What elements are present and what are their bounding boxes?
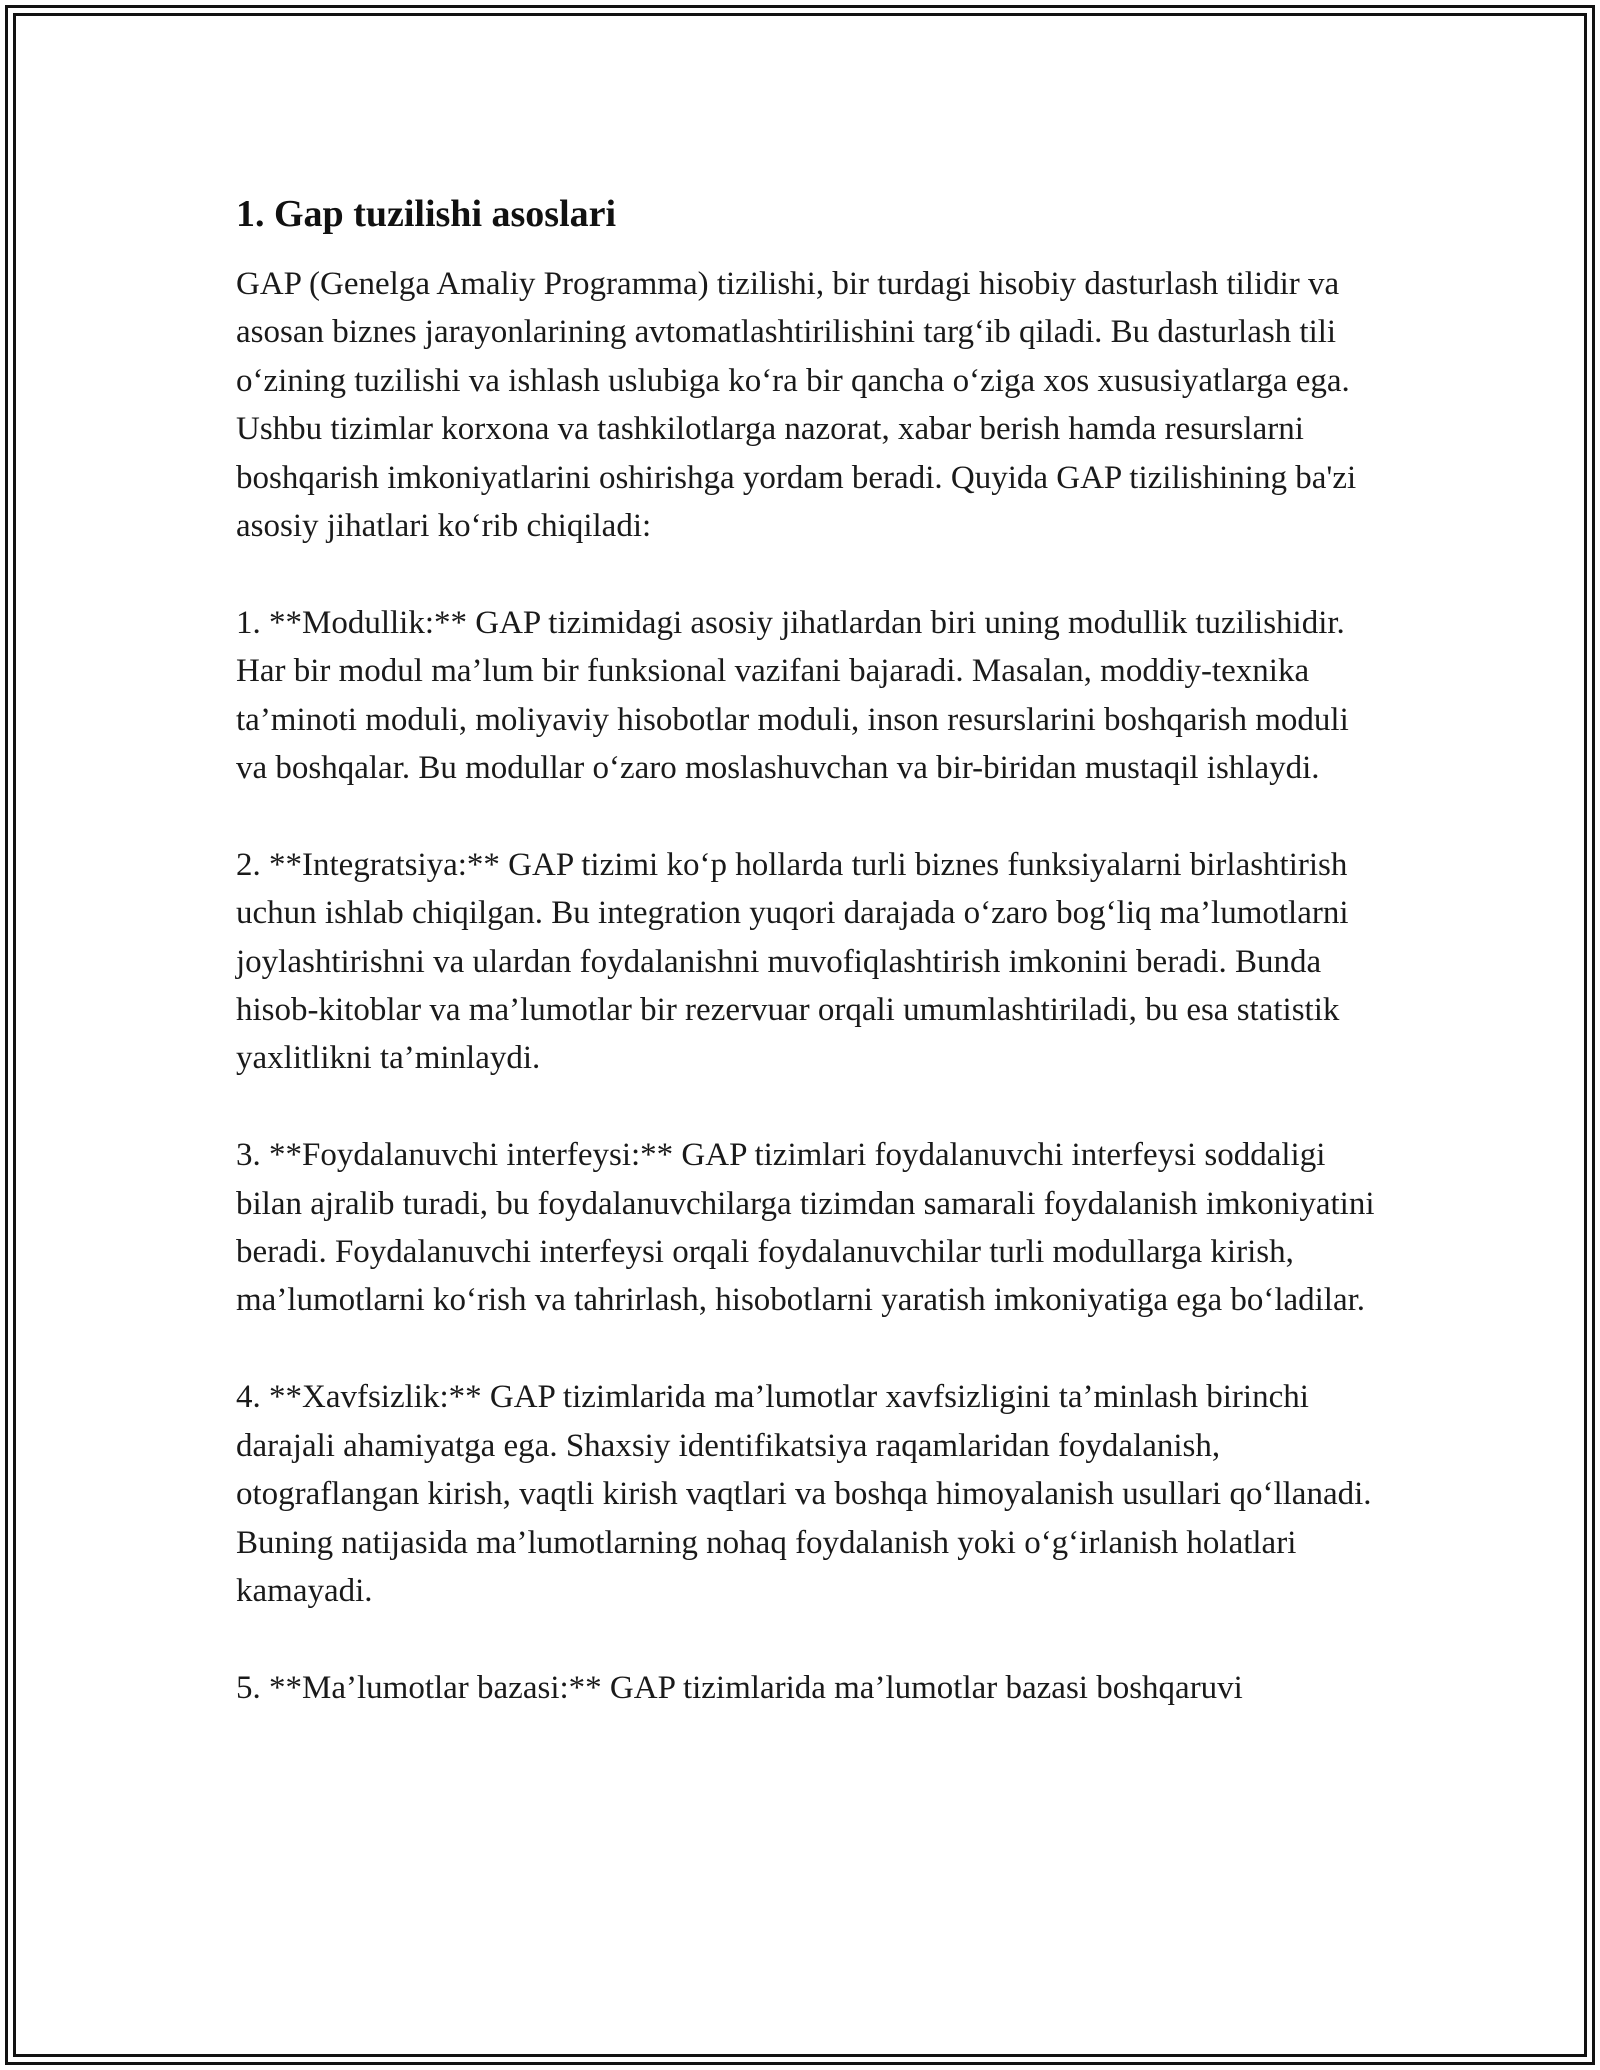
document-body: [236, 186, 1386, 1712]
intro-paragraph: GAP (Genelga Amaliy Programma) tizilishi, bir turdagi hisobiy dasturlash tilidir va asosan biznes jarayonlarining avtomatlashtirilishini targ‘ib qiladi. Bu dasturlash tili o‘zining tuzilishi va ishlash uslubiga ko‘ra bir qancha o‘ziga xos xususiyatlarga ega. Ushbu tizimlar korxona va tashkilotlarga nazorat, xabar berish hamda resurslarni boshqarish imkoniyatlarini oshirishga yordam beradi. Quyida GAP tizilishining ba'zi asosiy jihatlari ko‘rib chiqiladi:: [236, 266, 1357, 545]
paragraph-foydalanuvchi-interfeysi: 3. **Foydalanuvchi interfeysi:** GAP tizimlari foydalanuvchi interfeysi soddaligi bilan ajralib turadi, bu foydalanuvchilarga tizimdan samarali foydalanish imkoniyatini beradi. Foydalanuvchi interfeysi orqali foydalanuvchilar turli modullarga kirish, ma’lumotlarni ko‘rish va tahrirlash, hisobotlarni yaratish imkoniyatiga ega bo‘ladilar.: [236, 1137, 1375, 1319]
paragraph-malumotlar-bazasi: 5. **Ma’lumotlar bazasi:** GAP tizimlarida ma’lumotlar bazasi boshqaruvi: [236, 1669, 1243, 1706]
paragraph-modullik: 1. **Modullik:** GAP tizimidagi asosiy jihatlardan biri uning modullik tuzilishidir. Har bir modul ma’lum bir funksional vazifani bajaradi. Masalan, moddiy-texnika ta’minoti moduli, moliyaviy hisobotlar moduli, inson resurslarini boshqarish moduli va boshqalar. Bu modullar o‘zaro moslashuvchan va bir-biridan mustaqil ishlaydi.: [236, 604, 1349, 787]
paragraph-xavfsizlik: 4. **Xavfsizlik:** GAP tizimlarida ma’lumotlar xavfsizligini ta’minlash birinchi darajali ahamiyatga ega. Shaxsiy identifikatsiya raqamlaridan foydalanish, otograflangan kirish, vaqtli kirish vaqtlari va boshqa himoyalanish usullari qo‘llanadi. Buning natijasida ma’lumotlarning nohaq foydalanish yoki o‘g‘irlanish holatlari kamayadi.: [236, 1379, 1372, 1609]
paragraph-integratsiya: 2. **Integratsiya:** GAP tizimi ko‘p hollarda turli biznes funksiyalarni birlashtirish uchun ishlab chiqilgan. Bu integration yuqori darajada o‘zaro bog‘liq ma’lumotlarni joylashtirishni va ulardan foydalanishni muvofiqlashtirish imkonini beradi. Bunda hisob-kitoblar va ma’lumotlar bir rezervuar orqali umumlashtiriladi, bu esa statistik yaxlitlikni ta’minlaydi.: [236, 846, 1349, 1077]
section-heading: 1. Gap tuzilishi asoslari: [236, 193, 617, 235]
